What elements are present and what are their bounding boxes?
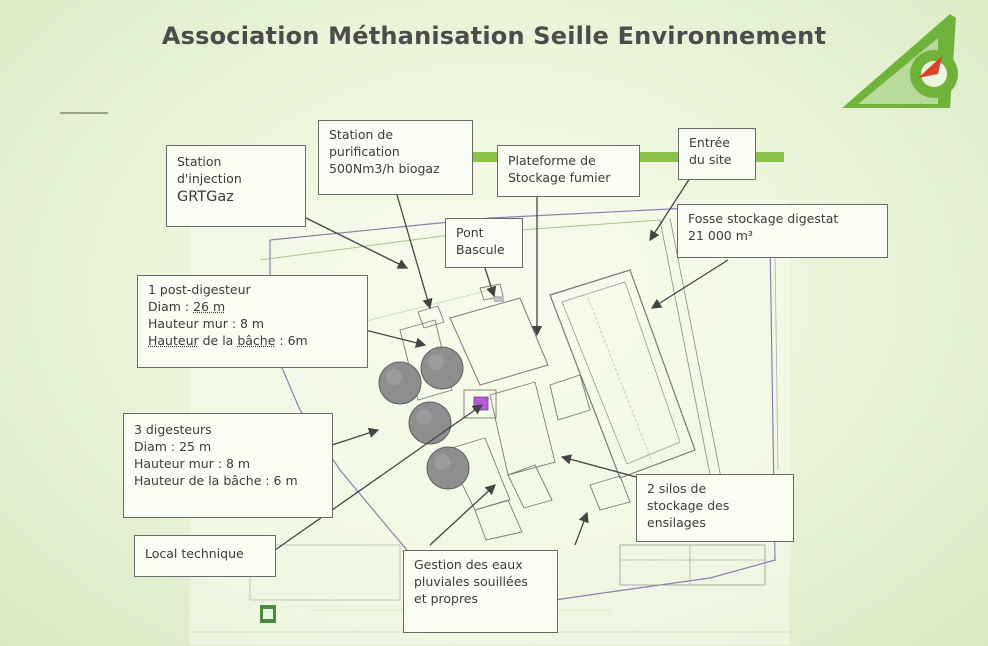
callout-text: : 6m: [275, 332, 308, 348]
decorative-rule: [60, 112, 108, 114]
callout-silage-silos: [636, 474, 794, 542]
callout-purification-station: [318, 120, 473, 195]
callout-line: Bascule: [456, 241, 505, 257]
callout-text: de la: [198, 332, 238, 348]
callout-line: Fosse stockage digestat: [688, 211, 839, 226]
callout-line: Station de: [329, 127, 394, 142]
callout-line: stockage des: [647, 497, 730, 513]
callout-digesters: [123, 413, 333, 518]
callout-injection-station: [166, 145, 306, 227]
callout-line: Hauteur de la bâche : 6 m: [134, 472, 298, 488]
callout-text: 26 m: [193, 298, 226, 314]
callout-line: 500Nm3/h biogaz: [329, 160, 440, 176]
callout-text: bâche: [237, 332, 276, 348]
callout-line: 3 digesteurs: [134, 422, 212, 437]
callout-line: d'injection: [177, 170, 242, 186]
callout-text: Diam :: [148, 298, 194, 314]
callout-line: Diam : 25 m: [134, 438, 212, 454]
callout-rainwater-management: [403, 550, 558, 633]
accent-bar: [756, 152, 784, 162]
callout-manure-platform: [497, 145, 640, 197]
callout-line: Gestion des eaux: [414, 557, 523, 572]
callout-line: 1 post-digesteur: [148, 282, 251, 297]
accent-bar: [640, 152, 682, 162]
slide-title: Association Méthanisation Seille Environnement: [161, 22, 827, 50]
callout-line: Hauteur mur : 8 m: [134, 455, 251, 471]
callout-weighbridge: [445, 218, 523, 268]
callout-line: Local technique: [145, 546, 244, 561]
callout-line: 21 000 m³: [688, 227, 753, 243]
callout-line: GRTGaz: [177, 188, 234, 205]
callout-technical-room: [134, 535, 276, 577]
callout-digestate-pit: [677, 204, 888, 258]
callout-text: Hauteur: [148, 332, 199, 348]
callout-line: Plateforme de: [508, 153, 596, 168]
callout-line: du site: [689, 151, 732, 167]
callout-line: [148, 299, 357, 316]
callout-site-entrance: [678, 128, 756, 180]
callout-line: Entrée: [689, 135, 730, 150]
callout-post-digester: [137, 275, 368, 368]
callout-line: et propres: [414, 590, 479, 606]
callout-line: Pont: [456, 225, 484, 240]
callout-line: ensilages: [647, 514, 706, 530]
callout-line: Station: [177, 154, 222, 169]
callout-line: 2 silos de: [647, 481, 707, 496]
callout-line: Hauteur mur : 8 m: [148, 315, 265, 331]
association-logo-icon: [838, 8, 968, 118]
callout-line: Stockage fumier: [508, 169, 611, 185]
callout-line: [148, 333, 357, 350]
callout-line: purification: [329, 143, 400, 159]
callout-line: pluviales souillées: [414, 573, 528, 589]
